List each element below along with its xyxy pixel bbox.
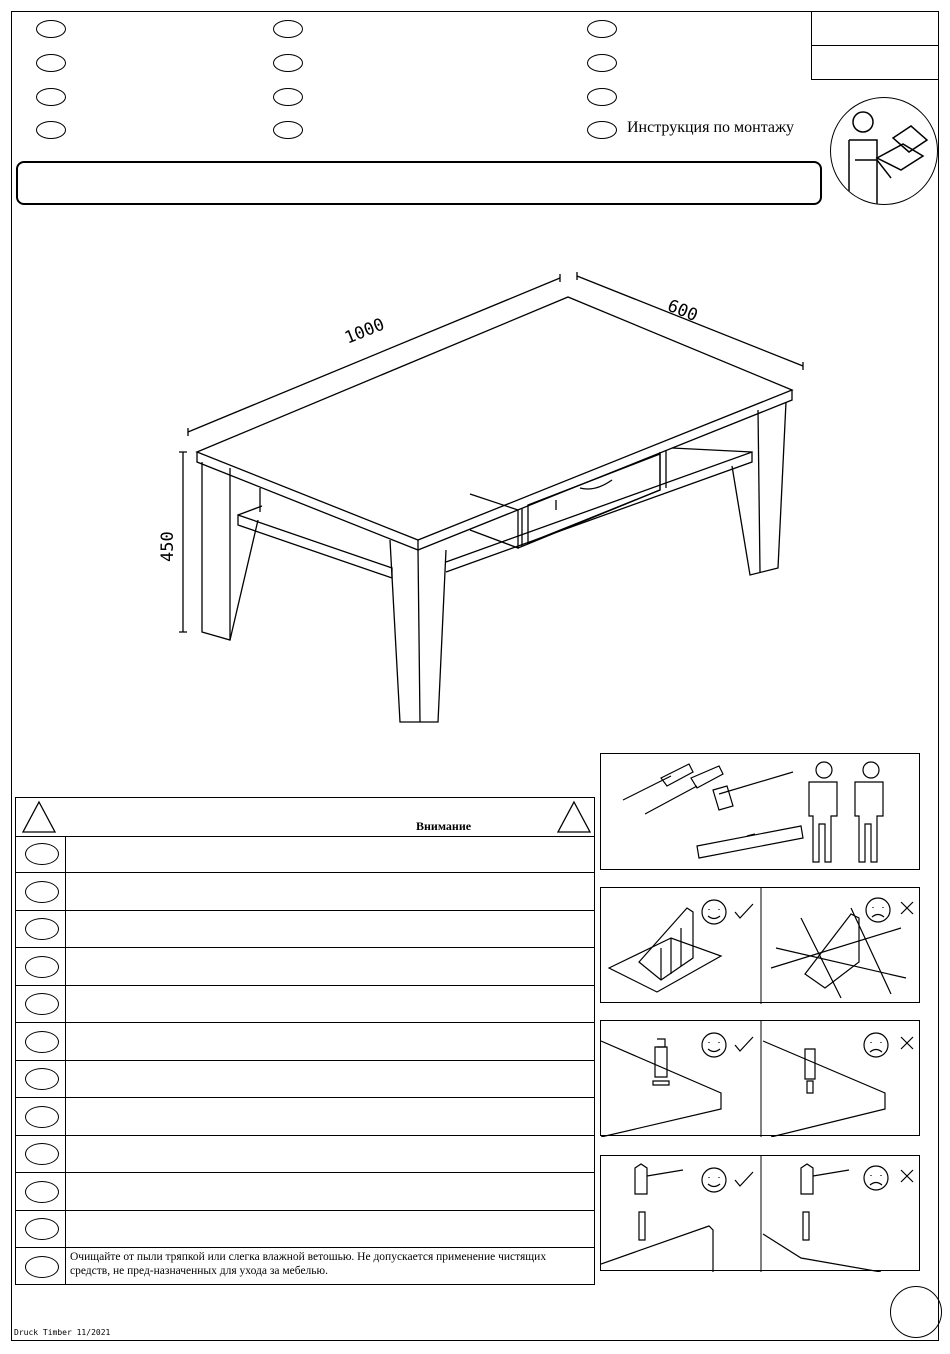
cross-icon — [901, 1170, 913, 1182]
correct-screw-drawing — [601, 1039, 721, 1137]
dowel-panel — [600, 1155, 920, 1271]
warning-row — [16, 1023, 594, 1061]
assembly-surface-panel — [600, 887, 920, 1003]
dimension-height: 450 — [158, 531, 178, 562]
check-icon — [735, 904, 753, 918]
page-number-circle — [890, 1286, 942, 1338]
wrong-screw-drawing — [763, 1041, 885, 1137]
smiley-sad-icon — [866, 898, 890, 922]
print-code: Druck Timber 11/2021 — [14, 1328, 111, 1337]
smiley-happy-icon — [702, 1168, 726, 1192]
correct-dowel-drawing — [601, 1164, 713, 1272]
tools-panel — [600, 753, 920, 870]
warning-row — [16, 986, 594, 1023]
soft-surface-drawing — [609, 908, 721, 992]
dimension-length: 1000 — [342, 314, 388, 349]
wrong-dowel-drawing — [763, 1164, 881, 1272]
attention-label: Внимание — [416, 819, 472, 833]
smiley-happy-icon — [702, 900, 726, 924]
warnings-header — [16, 798, 594, 837]
smiley-sad-icon — [864, 1033, 888, 1057]
care-instructions-text: Очищайте от пыли тряпкой или слегка влажной ветошью. Не допускается применение чистящих средств, не пред-назначенных для ухода за мебелью. — [70, 1251, 547, 1277]
warning-row — [16, 836, 594, 873]
warning-row — [16, 1211, 594, 1248]
warning-row — [16, 1173, 594, 1211]
warning-triangle-icon — [556, 800, 592, 834]
screw-panel — [600, 1020, 920, 1136]
smiley-happy-icon — [702, 1033, 726, 1057]
dimension-depth: 600 — [664, 296, 701, 327]
warning-row — [16, 1061, 594, 1098]
assembly-instructions-label: Инструкция по монтажу — [627, 119, 795, 136]
cross-icon — [901, 1037, 913, 1049]
cross-icon — [901, 902, 913, 914]
warning-row — [16, 873, 594, 911]
smiley-sad-icon — [864, 1166, 888, 1190]
warning-triangle-icon — [21, 800, 57, 834]
warning-row — [16, 911, 594, 948]
warning-row — [16, 1098, 594, 1136]
care-row — [16, 1248, 594, 1285]
check-icon — [735, 1037, 753, 1051]
check-icon — [735, 1172, 753, 1186]
warning-row — [16, 1136, 594, 1173]
hard-floor-drawing — [771, 908, 906, 998]
tools-icon — [601, 754, 921, 871]
warning-row — [16, 948, 594, 986]
warnings-table — [15, 797, 595, 1285]
